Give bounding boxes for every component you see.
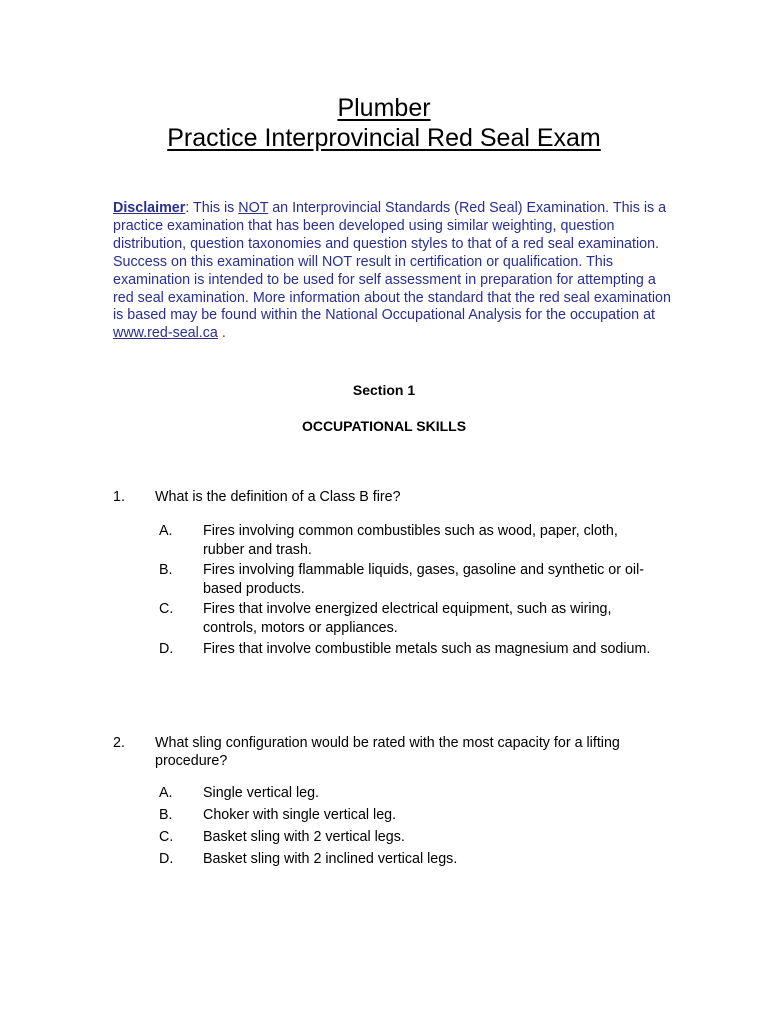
question-number: 1.	[113, 489, 125, 505]
option-letter: A.	[159, 785, 173, 801]
option-text: Fires that involve energized electrical equipment, such as wiring, controls, motors or appliances.	[203, 601, 612, 636]
section-label: Section 1	[352, 382, 416, 398]
option-letter: C.	[159, 829, 174, 845]
option-letter: C.	[159, 601, 174, 617]
option-letter: B.	[159, 562, 173, 578]
option-text: Single vertical leg.	[203, 785, 320, 801]
option-text: Choker with single vertical leg.	[203, 807, 397, 823]
disclaimer-not: NOT	[238, 200, 269, 216]
document-title: Plumber	[337, 94, 431, 122]
option-text: Fires involving common combustibles such as wood, paper, cloth, rubber and trash.	[203, 523, 618, 558]
question-text: What is the definition of a Class B fire?	[155, 489, 401, 505]
disclaimer-paragraph	[113, 200, 673, 343]
option-letter: D.	[159, 851, 174, 867]
disclaimer-label: Disclaimer	[113, 200, 186, 216]
section-title: OCCUPATIONAL SKILLS	[301, 418, 467, 434]
option-text: Fires that involve combustible metals such as magnesium and sodium.	[203, 641, 651, 657]
option-text: Basket sling with 2 vertical legs.	[203, 829, 405, 845]
red-seal-link[interactable]: www.red-seal.ca	[113, 325, 218, 342]
option-letter: B.	[159, 807, 173, 823]
disclaimer-end: .	[217, 325, 226, 342]
option-text: Basket sling with 2 inclined vertical legs.	[203, 851, 458, 867]
disclaimer-text: an Interprovincial Standards (Red Seal) Examination. This is a practice examination that has been developed using similar weighting, question distribution, question taxonomies and question styles to that of a red seal examination. Success on this examination will NOT result in certification or qualification. This examination is intended to be used for self assessment in preparation for attempting a red seal examination. More information about the standard that the red seal examination is based may be found within the National Occupational Analysis for the occupation at	[113, 200, 671, 324]
option-text: Fires involving flammable liquids, gases, gasoline and synthetic or oil-based products.	[203, 562, 645, 597]
question-number: 2.	[113, 735, 125, 751]
option-letter: A.	[159, 523, 173, 539]
document-subtitle: Practice Interprovincial Red Seal Exam	[167, 124, 601, 152]
question-text: What sling configuration would be rated with the most capacity for a lifting procedure?	[155, 735, 620, 769]
option-letter: D.	[159, 641, 174, 657]
disclaimer-colon: : This is	[185, 200, 239, 216]
